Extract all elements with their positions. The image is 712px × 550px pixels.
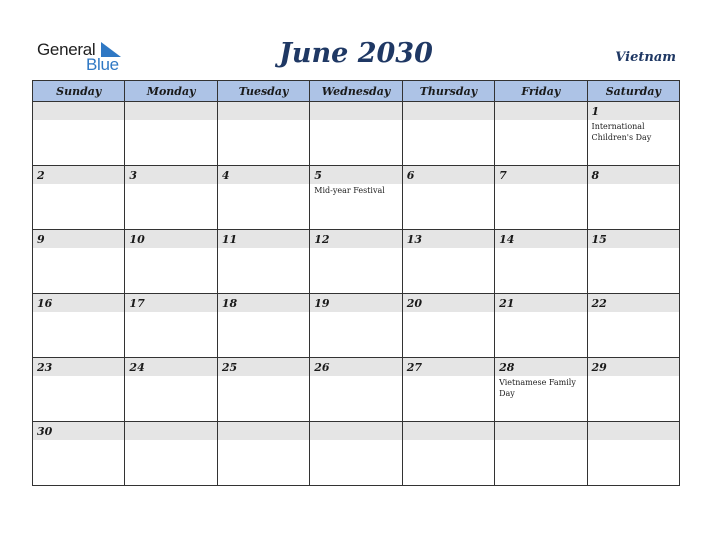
weekday-header: Saturday	[587, 81, 679, 102]
day-number-bar	[33, 422, 124, 440]
day-number: 6	[406, 169, 415, 182]
day-number: 3	[129, 169, 138, 182]
day-cell	[310, 422, 402, 486]
day-number: 16	[37, 297, 53, 310]
day-number: 29	[591, 361, 607, 374]
logo-general-text: General	[37, 40, 96, 59]
day-number-bar	[403, 358, 494, 376]
day-number: 17	[129, 297, 145, 310]
logo-blue-text: Blue	[86, 55, 119, 74]
day-number: 12	[314, 233, 330, 246]
day-number: 26	[314, 361, 330, 374]
day-cell	[402, 102, 494, 166]
day-number-bar	[588, 166, 679, 184]
day-number-bar	[310, 230, 401, 248]
day-cell	[402, 166, 494, 230]
day-cell	[217, 102, 309, 166]
day-cell	[33, 358, 125, 422]
weekday-header: Friday	[495, 81, 587, 102]
day-cell	[495, 166, 587, 230]
day-cell	[217, 422, 309, 486]
day-cell	[587, 230, 679, 294]
day-cell	[33, 166, 125, 230]
holiday-event: Vietnamese Family Day	[499, 378, 576, 398]
day-number: 9	[37, 233, 45, 246]
day-number: 7	[499, 169, 507, 182]
day-cell	[495, 358, 587, 422]
week-row	[33, 358, 680, 422]
day-number-bar	[310, 102, 401, 120]
weekday-header: Sunday	[33, 81, 125, 102]
day-cell	[402, 230, 494, 294]
day-number: 1	[591, 105, 600, 118]
day-cell	[310, 102, 402, 166]
day-number-bar	[403, 102, 494, 120]
day-cell	[33, 294, 125, 358]
day-number-bar	[218, 166, 309, 184]
day-number-bar	[33, 230, 124, 248]
day-cell	[587, 422, 679, 486]
weekday-header: Wednesday	[310, 81, 402, 102]
day-number: 25	[221, 361, 238, 374]
day-cell	[402, 422, 494, 486]
day-number: 21	[499, 297, 515, 310]
week-row	[33, 102, 680, 166]
weekday-header-row	[33, 81, 680, 102]
day-cell	[125, 422, 217, 486]
week-row	[33, 230, 680, 294]
day-number: 13	[406, 233, 422, 246]
day-cell	[125, 102, 217, 166]
day-number-bar	[588, 294, 679, 312]
day-number-bar	[588, 230, 679, 248]
day-cell	[587, 358, 679, 422]
day-number: 5	[314, 169, 322, 182]
day-cell	[402, 294, 494, 358]
day-cell	[495, 294, 587, 358]
day-number: 4	[221, 169, 230, 182]
day-cell	[587, 166, 679, 230]
day-cell	[310, 230, 402, 294]
week-row	[33, 294, 680, 358]
day-cell	[33, 230, 125, 294]
day-number-bar	[403, 422, 494, 440]
day-number-bar	[403, 166, 494, 184]
day-cell	[310, 166, 402, 230]
day-cell	[495, 102, 587, 166]
day-number-bar	[495, 358, 586, 376]
day-number: 30	[37, 425, 53, 438]
day-number-bar	[310, 294, 401, 312]
day-cell	[217, 358, 309, 422]
holiday-event: International Children's Day	[591, 122, 652, 142]
weekday-header: Monday	[125, 81, 217, 102]
day-cell	[495, 422, 587, 486]
day-number-bar	[310, 422, 401, 440]
day-number-bar	[588, 102, 679, 120]
day-cell	[125, 294, 217, 358]
day-number-bar	[588, 422, 679, 440]
day-cell	[125, 358, 217, 422]
day-number: 19	[314, 297, 330, 310]
day-number-bar	[495, 102, 586, 120]
week-row	[33, 166, 680, 230]
day-cell	[402, 358, 494, 422]
day-number-bar	[218, 358, 309, 376]
day-cell	[587, 102, 679, 166]
day-number-bar	[495, 166, 586, 184]
calendar-grid	[32, 80, 680, 486]
week-row	[33, 422, 680, 486]
day-number-bar	[403, 230, 494, 248]
day-number-bar	[125, 102, 216, 120]
day-number: 8	[591, 169, 600, 182]
day-number-bar	[125, 230, 216, 248]
day-cell	[495, 230, 587, 294]
day-number-bar	[495, 230, 586, 248]
holiday-event: Mid-year Festival	[314, 186, 385, 195]
day-number-bar	[218, 294, 309, 312]
weekday-header: Tuesday	[217, 81, 309, 102]
day-cell	[217, 166, 309, 230]
day-number: 28	[499, 361, 515, 374]
day-number-bar	[33, 294, 124, 312]
day-number-bar	[125, 166, 216, 184]
day-number-bar	[33, 358, 124, 376]
day-number: 23	[37, 361, 53, 374]
day-number-bar	[125, 294, 216, 312]
day-number: 10	[129, 233, 145, 246]
day-cell	[125, 230, 217, 294]
day-cell	[310, 358, 402, 422]
day-number-bar	[33, 102, 124, 120]
day-number-bar	[218, 230, 309, 248]
day-number-bar	[218, 422, 309, 440]
day-number: 27	[406, 361, 422, 374]
day-number: 22	[591, 297, 607, 310]
day-number-bar	[588, 358, 679, 376]
day-number: 11	[221, 233, 238, 246]
day-number-bar	[495, 294, 586, 312]
day-cell	[33, 422, 125, 486]
day-number: 2	[37, 169, 45, 182]
day-number-bar	[495, 422, 586, 440]
country-label: Vietnam	[615, 50, 676, 65]
day-cell	[217, 294, 309, 358]
day-number-bar	[310, 358, 401, 376]
weekday-header: Thursday	[402, 81, 494, 102]
day-number: 15	[591, 233, 607, 246]
day-number-bar	[33, 166, 124, 184]
day-cell	[587, 294, 679, 358]
day-number: 18	[221, 297, 238, 310]
day-number-bar	[125, 422, 216, 440]
day-cell	[33, 102, 125, 166]
day-number-bar	[403, 294, 494, 312]
calendar-title: June 2030	[279, 38, 433, 69]
day-number-bar	[218, 102, 309, 120]
day-number-bar	[125, 358, 216, 376]
day-number: 20	[406, 297, 422, 310]
day-cell	[217, 230, 309, 294]
day-number-bar	[310, 166, 401, 184]
day-cell	[125, 166, 217, 230]
day-number: 24	[129, 361, 145, 374]
day-cell	[310, 294, 402, 358]
day-number: 14	[499, 233, 515, 246]
